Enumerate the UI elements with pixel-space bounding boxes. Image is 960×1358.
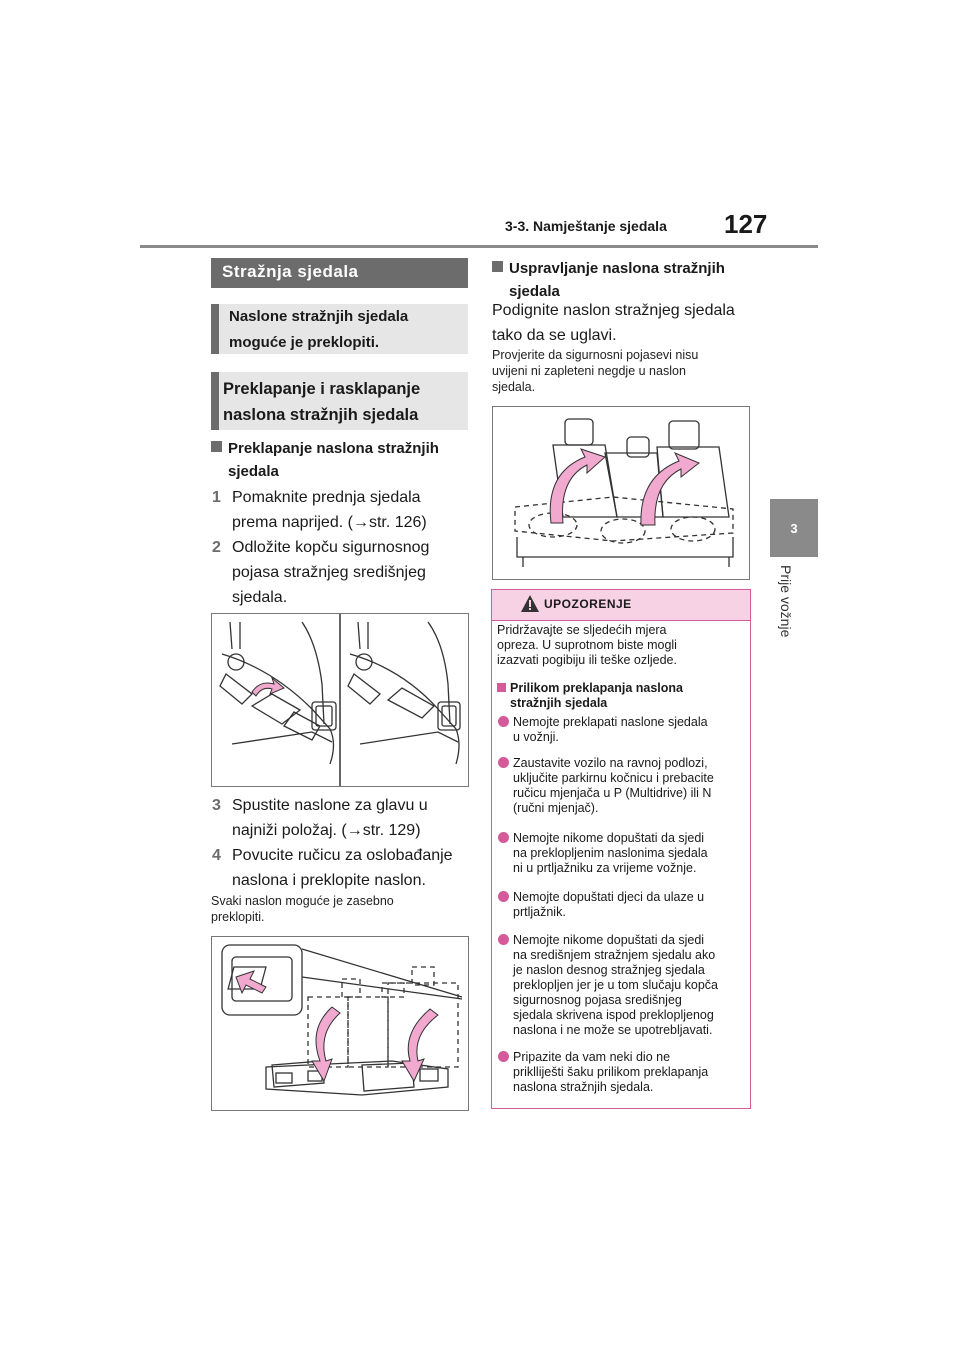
fold-note-line-2: preklopiti. — [211, 910, 265, 924]
fold-note — [211, 893, 471, 925]
warning-item-5-line-7: naslona i ne može se upotrebljavati. — [513, 1023, 713, 1037]
subheading-fold-line-2: sjedala — [228, 463, 279, 480]
step-number: 4 — [212, 847, 221, 864]
warning-item-6 — [498, 1050, 742, 1095]
step-number: 1 — [212, 489, 221, 506]
subheading-raise-line-1: Uspravljanje naslona stražnjih — [509, 260, 725, 277]
title-bar-text: Stražnja sjedala — [222, 262, 359, 281]
raise-note — [492, 347, 762, 395]
intro-box — [211, 304, 468, 354]
round-bullet-icon — [498, 757, 509, 768]
step-4 — [212, 843, 472, 893]
step-4-line-1: Povucite ručicu za oslobađanje — [232, 847, 453, 864]
section-bar-line-1: Preklapanje i rasklapanje — [223, 380, 421, 398]
step-2-line-3: sjedala. — [232, 589, 288, 606]
chapter-label: Prije vožnje — [778, 565, 794, 638]
square-bullet-icon — [492, 261, 503, 272]
warning-item-5 — [498, 933, 742, 1038]
warning-intro-line-3: izazvati pogibiju ili teške ozljede. — [497, 653, 677, 667]
warning-item-3-line-2: na preklopljenim naslonima sjedala — [513, 846, 708, 860]
warning-intro — [497, 623, 745, 668]
header-rule — [140, 245, 818, 248]
fold-note-line-1: Svaki naslon moguće je zasebno — [211, 894, 394, 908]
warning-item-1-line-2: u vožnji. — [513, 730, 559, 744]
step-1-line-2: prema naprijed. (→str. 126) — [232, 514, 427, 531]
warning-box — [491, 589, 751, 1109]
step-1 — [212, 485, 472, 535]
warning-item-5-line-2: na središnjem stražnjem sjedalu ako — [513, 948, 716, 962]
chapter-tab — [770, 499, 818, 557]
round-bullet-icon — [498, 1051, 509, 1062]
warning-item-2-line-3: ručicu mjenjača u P (Multidrive) ili N — [513, 786, 712, 800]
warning-item-6-line-1: Pripazite da vam neki dio ne — [513, 1050, 671, 1064]
seatbelt-buckle-illustration — [212, 614, 468, 786]
raise-body-line-1: Podignite naslon stražnjeg sjedala — [492, 302, 735, 319]
warning-item-5-line-6: sjedala skrivena ispod preklopljenog — [513, 1008, 714, 1022]
raise-note-line-3: sjedala. — [492, 380, 536, 394]
warning-item-2 — [498, 756, 742, 816]
step-2-line-1: Odložite kopču sigurnosnog — [232, 539, 430, 556]
section-bar — [211, 372, 468, 430]
subheading-fold — [211, 437, 471, 483]
arrow-icon — [252, 678, 284, 696]
warning-title: UPOZORENJE — [544, 597, 632, 611]
subheading-raise — [492, 257, 762, 303]
round-bullet-icon — [498, 716, 509, 727]
warning-item-3-line-1: Nemojte nikome dopuštati da sjedi — [513, 831, 705, 845]
step-3 — [212, 793, 472, 843]
warning-intro-line-2: opreza. U suprotnom biste mogli — [497, 638, 677, 652]
figure-seatbelt-buckle — [211, 613, 469, 787]
figure-raise-seatbacks — [492, 406, 750, 580]
step-2-line-2: pojasa stražnjeg središnjeg — [232, 564, 426, 581]
warning-item-6-line-3: naslona stražnjih sjedala. — [513, 1080, 654, 1094]
warning-heading-line-1: Prilikom preklapanja naslona — [510, 681, 683, 695]
warning-item-2-line-4: (ručni mjenjač). — [513, 801, 599, 815]
warning-item-3-line-3: ni u prtljažniku za vrijeme vožnje. — [513, 861, 697, 875]
round-bullet-icon — [498, 832, 509, 843]
warning-triangle-icon — [520, 594, 540, 614]
warning-item-3 — [498, 831, 742, 876]
intro-line-1: Naslone stražnjih sjedala — [229, 308, 409, 325]
warning-item-4 — [498, 890, 742, 920]
warning-heading-line-2: stražnjih sjedala — [510, 696, 608, 710]
figure-fold-seatbacks — [211, 936, 469, 1111]
warning-header — [492, 590, 750, 621]
round-bullet-icon — [498, 891, 509, 902]
warning-item-4-line-1: Nemojte dopuštati djeci da ulaze u — [513, 890, 705, 904]
section-bar-line-2: naslona stražnjih sjedala — [223, 406, 419, 424]
chapter-number: 3 — [790, 520, 798, 536]
arrow-icon — [312, 1007, 340, 1081]
warning-item-2-line-1: Zaustavite vozilo na ravnoj podlozi, — [513, 756, 708, 770]
square-bullet-icon — [211, 441, 222, 452]
subheading-fold-line-1: Preklapanje naslona stražnjih — [228, 440, 439, 457]
page-number: 127 — [724, 209, 768, 239]
step-3-line-2: najniži položaj. (→str. 129) — [232, 822, 421, 839]
warning-item-1-line-1: Nemojte preklapati naslone sjedala — [513, 715, 708, 729]
warning-item-6-line-2: priklliješti šaku prilikom preklapanja — [513, 1065, 709, 1079]
fold-seatbacks-illustration — [212, 937, 468, 1110]
raise-seatbacks-illustration — [493, 407, 749, 579]
warning-item-5-line-1: Nemojte nikome dopuštati da sjedi — [513, 933, 705, 947]
warning-item-1 — [498, 715, 742, 745]
warning-item-2-line-2: uključite parkirnu kočnicu i prebacite — [513, 771, 714, 785]
warning-heading — [497, 681, 745, 711]
title-bar — [211, 258, 468, 288]
square-bullet-icon — [497, 683, 506, 692]
step-number: 2 — [212, 539, 221, 556]
step-3-line-1: Spustite naslone za glavu u — [232, 797, 428, 814]
raise-body-line-2: tako da se uglavi. — [492, 327, 617, 344]
warning-item-5-line-3: je naslon desnog stražnjeg sjedala — [513, 963, 705, 977]
arrow-icon — [641, 453, 699, 525]
step-2 — [212, 535, 472, 610]
running-header-section: 3-3. Namještanje sjedala — [505, 218, 667, 234]
subheading-raise-line-2: sjedala — [509, 283, 560, 300]
warning-intro-line-1: Pridržavajte se sljedećih mjera — [497, 623, 667, 637]
warning-item-4-line-2: prtljažnik. — [513, 905, 566, 919]
warning-item-5-line-5: sigurnosnog pojasa središnjeg — [513, 993, 682, 1007]
step-number: 3 — [212, 797, 221, 814]
intro-line-2: moguće je preklopiti. — [229, 334, 380, 351]
step-1-line-1: Pomaknite prednja sjedala — [232, 489, 421, 506]
raise-note-line-2: uvijeni ni zapleteni negdje u naslon — [492, 364, 686, 378]
raise-body — [492, 298, 762, 348]
warning-item-5-line-4: preklopljen jer je u tom slučaju kopča — [513, 978, 718, 992]
step-4-line-2: naslona i preklopite naslon. — [232, 872, 426, 889]
raise-note-line-1: Provjerite da sigurnosni pojasevi nisu — [492, 348, 699, 362]
round-bullet-icon — [498, 934, 509, 945]
arrow-icon — [550, 449, 605, 523]
